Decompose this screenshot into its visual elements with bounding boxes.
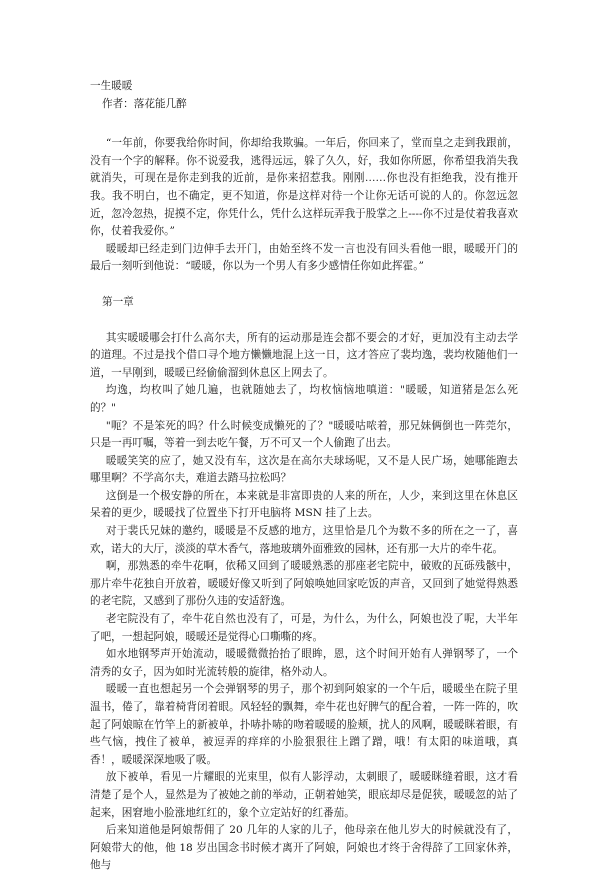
intro-section [90, 135, 518, 276]
chapter-paragraph: 其实暖暖哪会打什么高尔夫，所有的运动那是连会都不要会的才好，更加没有主动去学的道理。不过是找个借口寻个地方懒懒地混上这一日，这才答应了裴均逸，裴均枚随他们一道，一早刚到，暖暖已经偷偷溜到休息区上网去了。 [90, 331, 518, 379]
chapter-paragraph: 这倒是一个极安静的所在，本来就是非富即贵的人来的所在，人少，来到这里在休息区呆着的更少，暖暖找了位置坐下打开电脑将 MSN 挂了上去。 [90, 489, 518, 520]
chapter-paragraph: "呃？不是笨死的吗？什么时候变成懒死的了？"暖暖咕哝着，那兄妹俩倒也一阵莞尔，只是一再叮嘱，等着一到去吃午餐，万不可又一个人偷跑了出去。 [90, 419, 518, 450]
spacer [90, 276, 518, 294]
document-author: 作者：落花能几醉 [102, 97, 187, 110]
chapter-paragraph: 暖暖笑笑的应了，她又没有车，这次是在高尔夫球场呢，又不是人民广场，她哪能跑去哪里啊？不学高尔夫，难道去踏马拉松吗？ [90, 454, 518, 485]
document-title: 一生暖暖 [90, 80, 133, 92]
chapter-paragraph: 啊，那熟悉的牵牛花啊，依稀又回到了暖暖熟悉的那座老宅院中，破败的瓦砾残骸中，那片牵牛花独自开放着，暖暖好像又听到了阿娘唤她回家吃饭的声音，又回到了她觉得熟悉的老宅院，又感到了那份久违的安适舒逸。 [90, 560, 518, 608]
spacer [90, 113, 518, 135]
chapter-paragraph: 均逸，均枚叫了她几遍，也就随她去了，均枚恼恼地嗔道："暖暖，知道猪是怎么死的？" [90, 384, 518, 414]
document-page [90, 78, 518, 875]
chapter-paragraph: 后来知道他是阿娘帮佣了 20 几年的人家的儿子，他母亲在他儿岁大的时候就没有了，阿娘带大的他，他 18 岁出国念书时候才离开了阿娘，阿娘也才终于舍得辞了工回家休养，他与 [90, 824, 518, 872]
chapter-paragraph: 暖暖一直也想起另一个会弹钢琴的男子，那个初到阿娘家的一个午后，暖暖坐在院子里温书，倦了，靠着椅背闭着眼。风轻轻的飘舞，牵牛花也好脾气的配合着，一阵一阵的，吹起了阿娘晾在竹竿上的新被单，扑哧扑哧的吻着暖暖的脸颊，扰人的风啊，暖暖眯着眼，有些气恼，拽住了被单，被逗弄的痒痒的小脸狠狠往上蹭了蹭，哦！有太阳的味道哦，真香！，暖暖深深地吸了吸。 [90, 683, 518, 766]
chapter-paragraph: 放下被单，看见一片耀眼的光束里，似有人影浮动，太刺眼了，暖暖眯缝着眼，这才看清楚了是个人，显然是为了被她之前的举动，正朝着她笑，眼底却尽是促狭，暖暖忽的站了起来，困窘地小脸涨地红红的，象个立定站好的红番茄。 [90, 771, 518, 819]
intro-paragraph: “一年前，你要我给你时间，你却给我欺骗。一年后，你回来了，堂而皇之走到我跟前，没有一个字的解释。你不说爱我，逃得远远，躲了久久，好，我如你所愿，你希望我消失我就消失，可现在是你走到我的近前，是你来招惹我。刚刚……你也没有拒绝我，没有推开我。我不明白，也不确定，更不知道，你是这样对待一个让你无话可说的人的。你忽远忽近，忽冷忽热，捉摸不定，你凭什么，凭什么这样玩弄我于股掌之上----你不过是仗着我喜欢你，仗着我爱你。” [90, 137, 518, 238]
chapter-title: 第一章 [102, 295, 134, 308]
chapter-paragraph: 如水地钢琴声开始流动，暖暖微微抬抬了眼眸，恩，这个时间开始有人弹钢琴了，一个清秀的女子，因为如时光流转般的旋律，格外动人。 [90, 648, 518, 678]
chapter-paragraph: 老宅院没有了，牵牛花自然也没有了，可是，为什么，为什么，阿娘也没了呢，大半年了吧，一想起阿娘，暖暖还是觉得心口嘶嘶的疼。 [90, 613, 518, 643]
spacer [90, 312, 518, 330]
chapter-paragraph: 对于裴氏兄妹的邀约，暖暖是不反感的地方，这里恰是几个为数不多的所在之一了，喜欢，诺大的大厅，淡淡的草木香气，落地玻璃外面雅致的园林，还有那一大片的牵牛花。 [90, 525, 518, 555]
chapter-body [90, 330, 518, 875]
intro-paragraph: 暖暖却已经走到门边伸手去开门，由始至终不发一言也没有回头看他一眼，暖暖开门的最后一刻听到他说：“暖暖，你以为一个男人有多少感情任你如此挥霍。” [90, 242, 518, 273]
